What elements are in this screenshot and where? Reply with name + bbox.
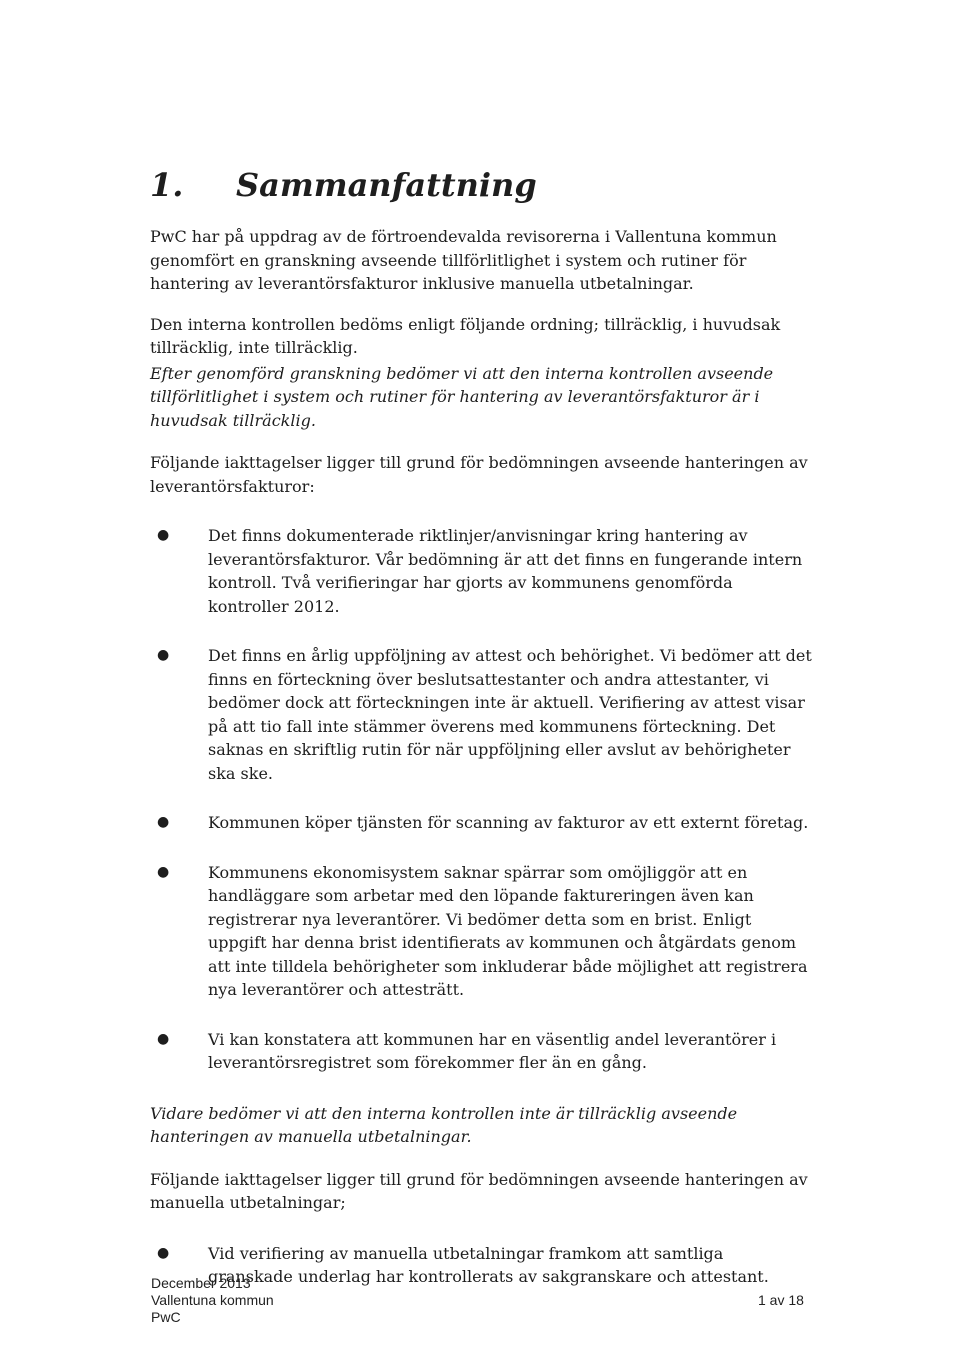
list-item — [157, 861, 812, 1002]
bullet-icon: ● — [157, 863, 170, 880]
bullet-icon: ● — [157, 527, 170, 543]
evaluation-statement-manual-payments: Vidare bedömer vi att den interna kontrollen inte är tillräcklig avseende hanteringen av manuella utbetalningar. — [150, 1103, 738, 1146]
basis-paragraph-manual-payments: Följande iakttagelser ligger till grund för bedömningen avseende hanteringen av manuella utbetalningar; — [150, 1169, 808, 1212]
list-item — [157, 524, 812, 618]
list-item-text: Kommunen köper tjänsten för scanning av fakturor av ett externt företag. — [208, 813, 809, 832]
footer-organization: Vallentuna kommun — [151, 1292, 274, 1308]
list-item-text: Kommunens ekonomisystem saknar spärrar som omöjliggör att en handläggare som arbetar med den löpande faktureringen även kan registrerar nya leverantörer. Vi bedömer detta som en brist. Enligt uppgift har denna brist identifierats av kommunen och åtgärdats genom att inte tilldela behörigheter som inkluderar både möjlighet att registrera nya leverantörer och attesträtt. — [208, 862, 808, 999]
bullet-icon: ● — [157, 814, 170, 830]
bullet-icon: ● — [157, 1030, 170, 1047]
bullet-icon: ● — [157, 647, 170, 663]
page-footer — [151, 1275, 274, 1326]
section-heading — [150, 162, 537, 208]
list-item-text: Vid verifiering av manuella utbetalningar framkom att samtliga granskade underlag har kontrollerats av sakgranskare och attestant. — [208, 1243, 769, 1286]
list-item-text: Det finns dokumenterade riktlinjer/anvisningar kring hantering av leverantörsfakturor. Vår bedömning är att det finns en fungerande intern kontroll. Två verifieringar har gjorts av kommunens genomförda kontroller 2012. — [208, 526, 803, 616]
list-item — [157, 644, 812, 785]
page-number: 1 av 18 — [758, 1292, 804, 1308]
section-title: Sammanfattning — [236, 166, 537, 204]
intro-paragraph: PwC har på uppdrag av de förtroendevalda revisorerna i Vallentuna kommun genomfört en granskning avseende tillförlitlighet i system och rutiner för hantering av leverantörsfakturor inklusive manuella utbetalningar. — [150, 227, 777, 293]
list-item — [157, 1028, 812, 1075]
list-item-text: Vi kan konstatera att kommunen har en väsentlig andel leverantörer i leverantörsregistret som förekommer fler än en gång. — [208, 1029, 777, 1072]
section-number: 1. — [150, 166, 184, 204]
list-item-text: Det finns en årlig uppföljning av attest och behörighet. Vi bedömer att det finns en förteckning över beslutsattestanter och andra attestanter, vi bedömer dock att förteckningen inte är aktuell. Verifiering av attest visar på att tio fall inte stämmer överens med kommunens förteckning. Det saknas en skriftlig rutin för när uppföljning eller avslut av behörigheter ska ske. — [208, 646, 812, 783]
list-item — [157, 811, 812, 835]
footer-firm: PwC — [151, 1309, 181, 1325]
footer-date: December 2013 — [151, 1275, 251, 1291]
basis-paragraph-invoices: Följande iakttagelser ligger till grund för bedömningen avseende hanteringen av leverantörsfakturor: — [150, 453, 808, 496]
bullet-icon: ● — [157, 1244, 170, 1261]
observation-list-invoices — [150, 524, 812, 1075]
ordering-paragraph: Den interna kontrollen bedöms enligt följande ordning; tillräcklig, i huvudsak tillräcklig, inte tillräcklig. — [150, 314, 781, 357]
section-body — [150, 225, 812, 1316]
evaluation-statement-invoices: Efter genomförd granskning bedömer vi att den interna kontrollen avseende tillförlitlighet i system och rutiner för hantering av leverantörsfakturor är i huvudsak tillräcklig. — [150, 363, 774, 430]
